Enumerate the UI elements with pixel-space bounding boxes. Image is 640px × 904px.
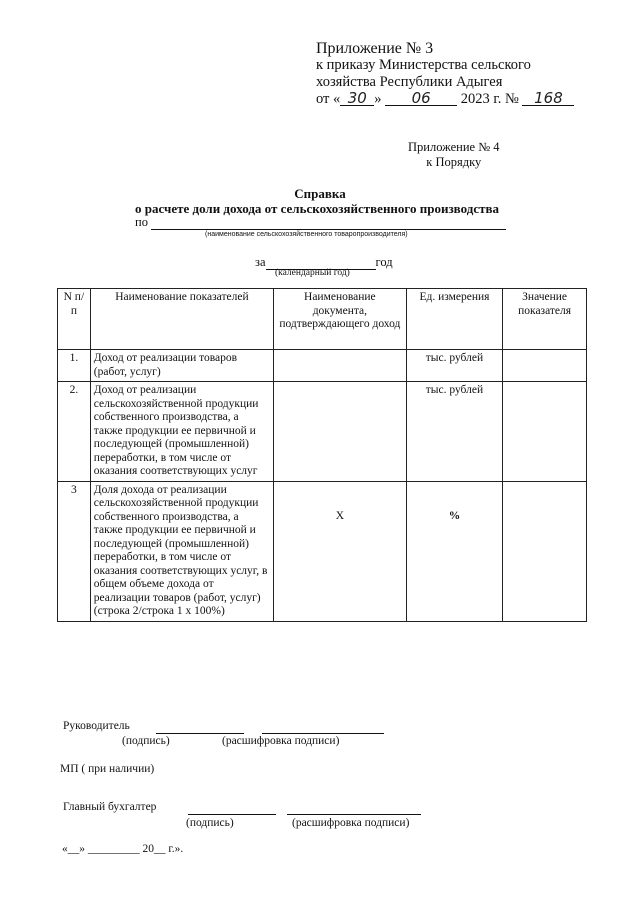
appendix3-line2: хозяйства Республики Адыгея: [316, 74, 503, 90]
year-prefix: за: [255, 255, 266, 269]
producer-prefix: по: [135, 215, 148, 229]
row3-value[interactable]: [503, 481, 587, 621]
row3-name: Доля дохода от реализации сельскохозяйственной продукции собственного производства, а также продукции ее первичной и последующей (промышленной) переработки, в том числе от оказания соответствующих услуг, в общем объеме дохода от реализации товаров (работ, услуг): [93, 483, 268, 604]
header-unit: Ед. измерения: [406, 289, 503, 350]
date-quote: »: [374, 91, 382, 107]
date-line: «__» _________ 20__ г.».: [62, 843, 184, 855]
row1-document[interactable]: [274, 350, 407, 382]
head-sign-caption: (подпись): [122, 735, 170, 747]
date-month: 06: [385, 91, 457, 106]
producer-field[interactable]: [151, 215, 506, 230]
head-decode-caption: (расшифровка подписи): [222, 735, 340, 747]
acc-sign-caption: (подпись): [186, 817, 234, 829]
date-day: 30: [340, 91, 374, 106]
row2-document[interactable]: [274, 382, 407, 482]
header-num: N п/п: [58, 289, 91, 350]
acc-signature-field[interactable]: [188, 814, 276, 815]
appendix4-title: Приложение № 4: [408, 140, 500, 154]
header-value: Значение показателя: [503, 289, 587, 350]
order-number: 168: [522, 91, 574, 106]
appendix4-line1: к Порядку: [426, 155, 482, 169]
row2-value[interactable]: [503, 382, 587, 482]
year-suffix: год: [375, 255, 393, 269]
appendix4-block: [408, 140, 500, 170]
accountant-label: Главный бухгалтер: [63, 801, 157, 813]
row3-unit: %: [406, 481, 503, 621]
row2-num: 2.: [58, 382, 91, 482]
date-prefix: от «: [316, 91, 341, 107]
indicator-table: [57, 288, 587, 622]
acc-decode-caption: (расшифровка подписи): [292, 817, 410, 829]
head-decode-field[interactable]: [262, 733, 384, 734]
row1-name: Доход от реализации товаров (работ, услуг): [90, 350, 273, 382]
appendix3-line1: к приказу Министерства сельского: [316, 57, 531, 73]
row3-formula: (строка 2/строка 1 х 100%): [93, 605, 225, 617]
document-title: Справка: [294, 186, 346, 201]
table-header-row: [58, 289, 587, 350]
acc-decode-field[interactable]: [287, 814, 421, 815]
document-subtitle: о расчете доли дохода от сельскохозяйственного производства: [135, 201, 499, 216]
row3-num: 3: [58, 481, 91, 621]
appendix3-block: [316, 40, 574, 108]
header-name: Наименование показателей: [90, 289, 273, 350]
row3-document: X: [274, 481, 407, 621]
row3-name-cell: [90, 481, 273, 621]
table-row: [58, 350, 587, 382]
date-year: 2023 г. №: [460, 91, 519, 107]
table-row: [58, 382, 587, 482]
year-caption: (календарный год): [275, 268, 350, 278]
appendix3-date-line: [316, 91, 574, 108]
row1-value[interactable]: [503, 350, 587, 382]
producer-line: [135, 215, 506, 230]
row2-unit: тыс. рублей: [406, 382, 503, 482]
producer-caption: (наименование сельскохозяйственного товаропроизводителя): [205, 231, 408, 238]
head-signature-field[interactable]: [156, 733, 244, 734]
head-label: Руководитель: [63, 720, 130, 732]
stamp-label: МП ( при наличии): [60, 763, 155, 775]
row2-name: Доход от реализации сельскохозяйственной продукции собственного производства, а также продукции ее первичной и последующей (промышленной) переработки, в том числе от оказания соответствующих услуг: [90, 382, 273, 482]
row1-unit: тыс. рублей: [406, 350, 503, 382]
appendix3-title: Приложение № 3: [316, 40, 434, 57]
header-document: Наименование документа, подтверждающего доход: [274, 289, 407, 350]
row1-num: 1.: [58, 350, 91, 382]
table-row: [58, 481, 587, 621]
